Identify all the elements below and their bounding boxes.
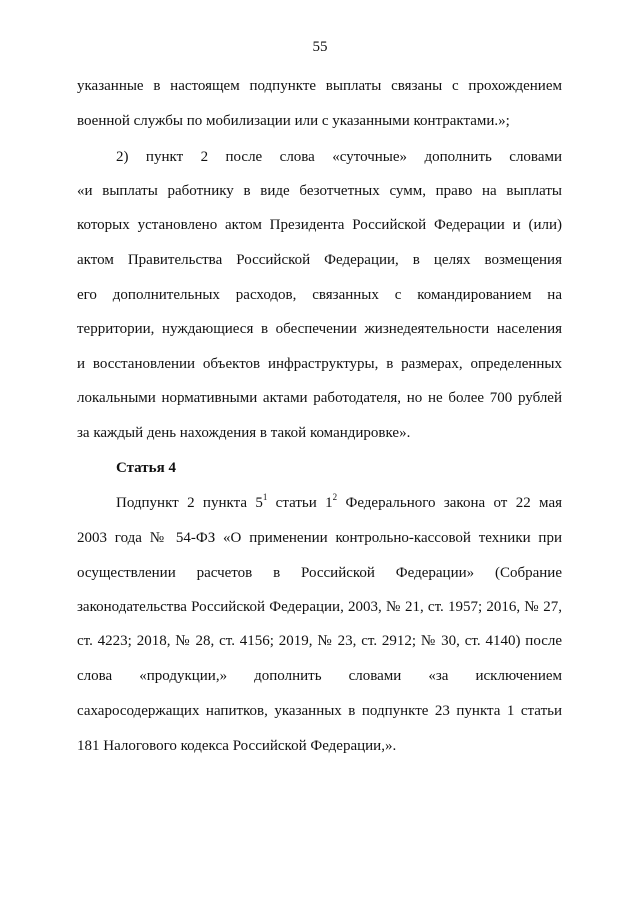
text-line: 2003 года № 54-ФЗ «О применении контрольно-кассовой техники при bbox=[77, 530, 562, 546]
text-line: указанные в настоящем подпункте выплаты связаны с прохождением bbox=[77, 78, 562, 94]
text-line: локальными нормативными актами работодателя, но не более 700 рублей bbox=[77, 390, 562, 406]
text-line: «и выплаты работнику в виде безотчетных сумм, право на выплаты bbox=[77, 183, 562, 199]
text-line: 181 Налогового кодекса Российской Федерации,». bbox=[77, 738, 397, 754]
superscript: 2 bbox=[332, 492, 338, 502]
text-line bbox=[116, 494, 562, 512]
text-line: за каждый день нахождения в такой командировке». bbox=[77, 425, 411, 441]
text-line: военной службы по мобилизации или с указанными контрактами.»; bbox=[77, 113, 510, 129]
text-line: 2) пункт 2 после слова «суточные» дополнить словами bbox=[116, 149, 562, 165]
text-fragment: статьи 1 bbox=[267, 495, 333, 511]
text-line: актом Правительства Российской Федерации, в целях возмещения bbox=[77, 252, 562, 268]
superscript: 1 bbox=[262, 492, 268, 502]
text-fragment: Федерального закона от 22 мая bbox=[337, 495, 562, 511]
text-line: ст. 4223; 2018, № 28, ст. 4156; 2019, № 23, ст. 2912; № 30, ст. 4140) после bbox=[77, 633, 562, 649]
text-line: и восстановлении объектов инфраструктуры, в размерах, определенных bbox=[77, 356, 562, 372]
text-line: его дополнительных расходов, связанных с командированием на bbox=[77, 287, 562, 303]
text-line: территории, нуждающиеся в обеспечении жизнедеятельности населения bbox=[77, 321, 562, 337]
text-fragment: Подпункт 2 пункта 5 bbox=[116, 495, 263, 511]
text-line: сахаросодержащих напитков, указанных в подпункте 23 пункта 1 статьи bbox=[77, 703, 562, 719]
text-line: которых установлено актом Президента Российской Федерации и (или) bbox=[77, 217, 562, 233]
text-line: законодательства Российской Федерации, 2003, № 21, ст. 1957; 2016, № 27, bbox=[77, 599, 562, 615]
page-number: 55 bbox=[312, 39, 328, 55]
text-line: осуществлении расчетов в Российской Федерации» (Собрание bbox=[77, 565, 562, 581]
text-line: слова «продукции,» дополнить словами «за исключением bbox=[77, 668, 562, 684]
article-heading: Статья 4 bbox=[116, 460, 176, 476]
